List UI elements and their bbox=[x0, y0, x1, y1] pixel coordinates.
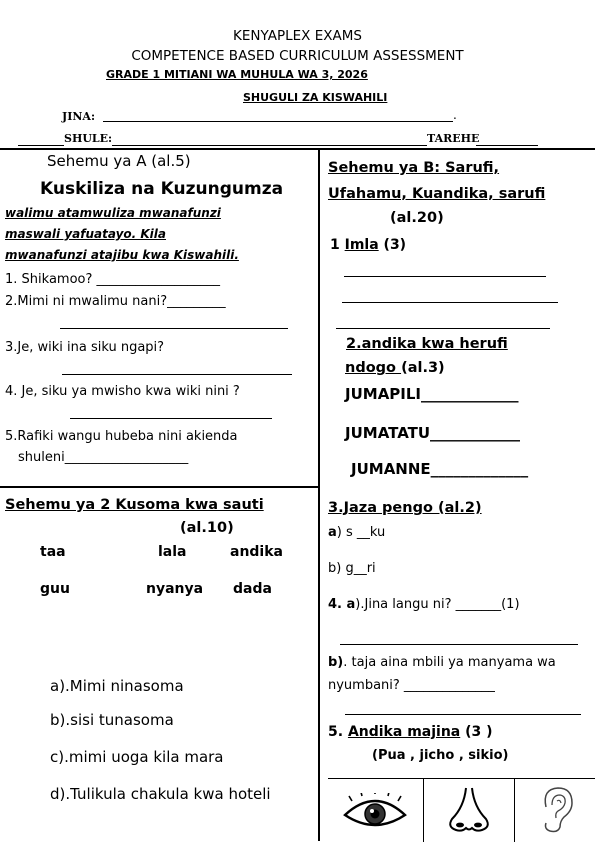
jina-label: JINA: bbox=[62, 110, 95, 123]
nose-icon bbox=[444, 785, 494, 835]
day-item: JUMANNE_____________ bbox=[351, 460, 529, 478]
section-a-title: Sehemu ya A (al.5) bbox=[47, 152, 191, 170]
instruction-line: walimu atamwuliza mwanafunzi bbox=[5, 206, 221, 220]
question-5: 5.Rafiki wangu hubeba nini akienda bbox=[5, 429, 238, 444]
question-4a: 4. a).Jina langu ni? _______(1) bbox=[328, 597, 520, 612]
tarehe-field[interactable] bbox=[476, 145, 538, 146]
exam-grade-term: GRADE 1 MITIANI WA MUHULA WA 3, 2026 bbox=[106, 68, 368, 81]
exam-provider: KENYAPLEX EXAMS bbox=[233, 28, 362, 44]
question-2: 2.Mimi ni mwalimu nani?_________ bbox=[5, 294, 226, 309]
section-a-subtitle: Kuskiliza na Kuzungumza bbox=[40, 179, 284, 199]
shule-field[interactable] bbox=[112, 145, 427, 146]
question-2-title-cont: ndogo (al.3) bbox=[345, 360, 445, 376]
question-3-title: 3.Jaza pengo (al.2) bbox=[328, 500, 482, 516]
column-divider bbox=[318, 148, 320, 841]
subject-title: SHUGULI ZA KISWAHILI bbox=[243, 91, 388, 104]
left-section-divider bbox=[0, 486, 318, 488]
picture-row bbox=[328, 778, 595, 842]
section-b-title-cont: Ufahamu, Kuandika, sarufi bbox=[328, 186, 546, 202]
header-divider bbox=[0, 148, 595, 150]
day-item: JUMAPILI_____________ bbox=[345, 385, 519, 403]
question-5-title: 5. Andika majina (3 ) bbox=[328, 724, 493, 740]
reading-sentence: b).sisi tunasoma bbox=[50, 711, 174, 729]
imla-heading: 1 Imla (3) bbox=[330, 237, 407, 253]
reading-sentence: c).mimi uoga kila mara bbox=[50, 748, 224, 766]
section-2-marks: (al.10) bbox=[180, 520, 234, 536]
instruction-line: mwanafunzi atajibu kwa Kiswahili. bbox=[5, 248, 239, 262]
section-b-title: Sehemu ya B: Sarufi, bbox=[328, 160, 500, 176]
shule-label: SHULE: bbox=[64, 132, 113, 145]
answer-line[interactable] bbox=[345, 714, 581, 715]
eye-icon bbox=[342, 793, 408, 831]
imla-line[interactable] bbox=[344, 276, 546, 277]
imla-line[interactable] bbox=[342, 302, 558, 303]
question-4b-cont: nyumbani? ______________ bbox=[328, 678, 495, 693]
answer-line[interactable] bbox=[62, 374, 292, 375]
reading-sentence: d).Tulikula chakula kwa hoteli bbox=[50, 785, 271, 803]
tarehe-label: TAREHE bbox=[427, 132, 480, 145]
answer-line[interactable] bbox=[60, 328, 288, 329]
answer-line[interactable] bbox=[70, 418, 272, 419]
section-2-title: Sehemu ya 2 Kusoma kwa sauti bbox=[5, 497, 264, 513]
question-3a: a) s __ku bbox=[328, 525, 386, 540]
question-4b: b). taja aina mbili ya manyama wa bbox=[328, 655, 556, 670]
jina-field[interactable] bbox=[103, 121, 453, 122]
question-3: 3.Je, wiki ina siku ngapi? bbox=[5, 340, 165, 355]
question-5-cont: shuleni___________________ bbox=[18, 450, 189, 465]
instruction-line: maswali yafuatayo. Kila bbox=[5, 227, 167, 241]
reading-word: dada bbox=[233, 581, 272, 597]
ear-icon bbox=[536, 785, 576, 835]
reading-word: nyanya bbox=[146, 581, 204, 597]
question-2-title: 2.andika kwa herufi bbox=[346, 336, 508, 352]
section-b-marks: (al.20) bbox=[390, 210, 444, 226]
day-item: JUMATATU____________ bbox=[345, 424, 521, 442]
question-4: 4. Je, siku ya mwisho kwa wiki nini ? bbox=[5, 384, 240, 399]
question-1: 1. Shikamoo? ___________________ bbox=[5, 272, 221, 287]
exam-title: COMPETENCE BASED CURRICULUM ASSESSMENT bbox=[131, 48, 464, 64]
question-5-words: (Pua , jicho , sikio) bbox=[372, 748, 509, 763]
question-3b: b) g__ri bbox=[328, 561, 376, 576]
reading-word: guu bbox=[40, 581, 70, 597]
answer-line[interactable] bbox=[340, 644, 578, 645]
imla-line[interactable] bbox=[336, 328, 550, 329]
reading-sentence: a).Mimi ninasoma bbox=[50, 677, 184, 695]
reading-word: taa bbox=[40, 544, 66, 560]
reading-word: andika bbox=[230, 544, 283, 560]
reading-word: lala bbox=[158, 544, 187, 560]
